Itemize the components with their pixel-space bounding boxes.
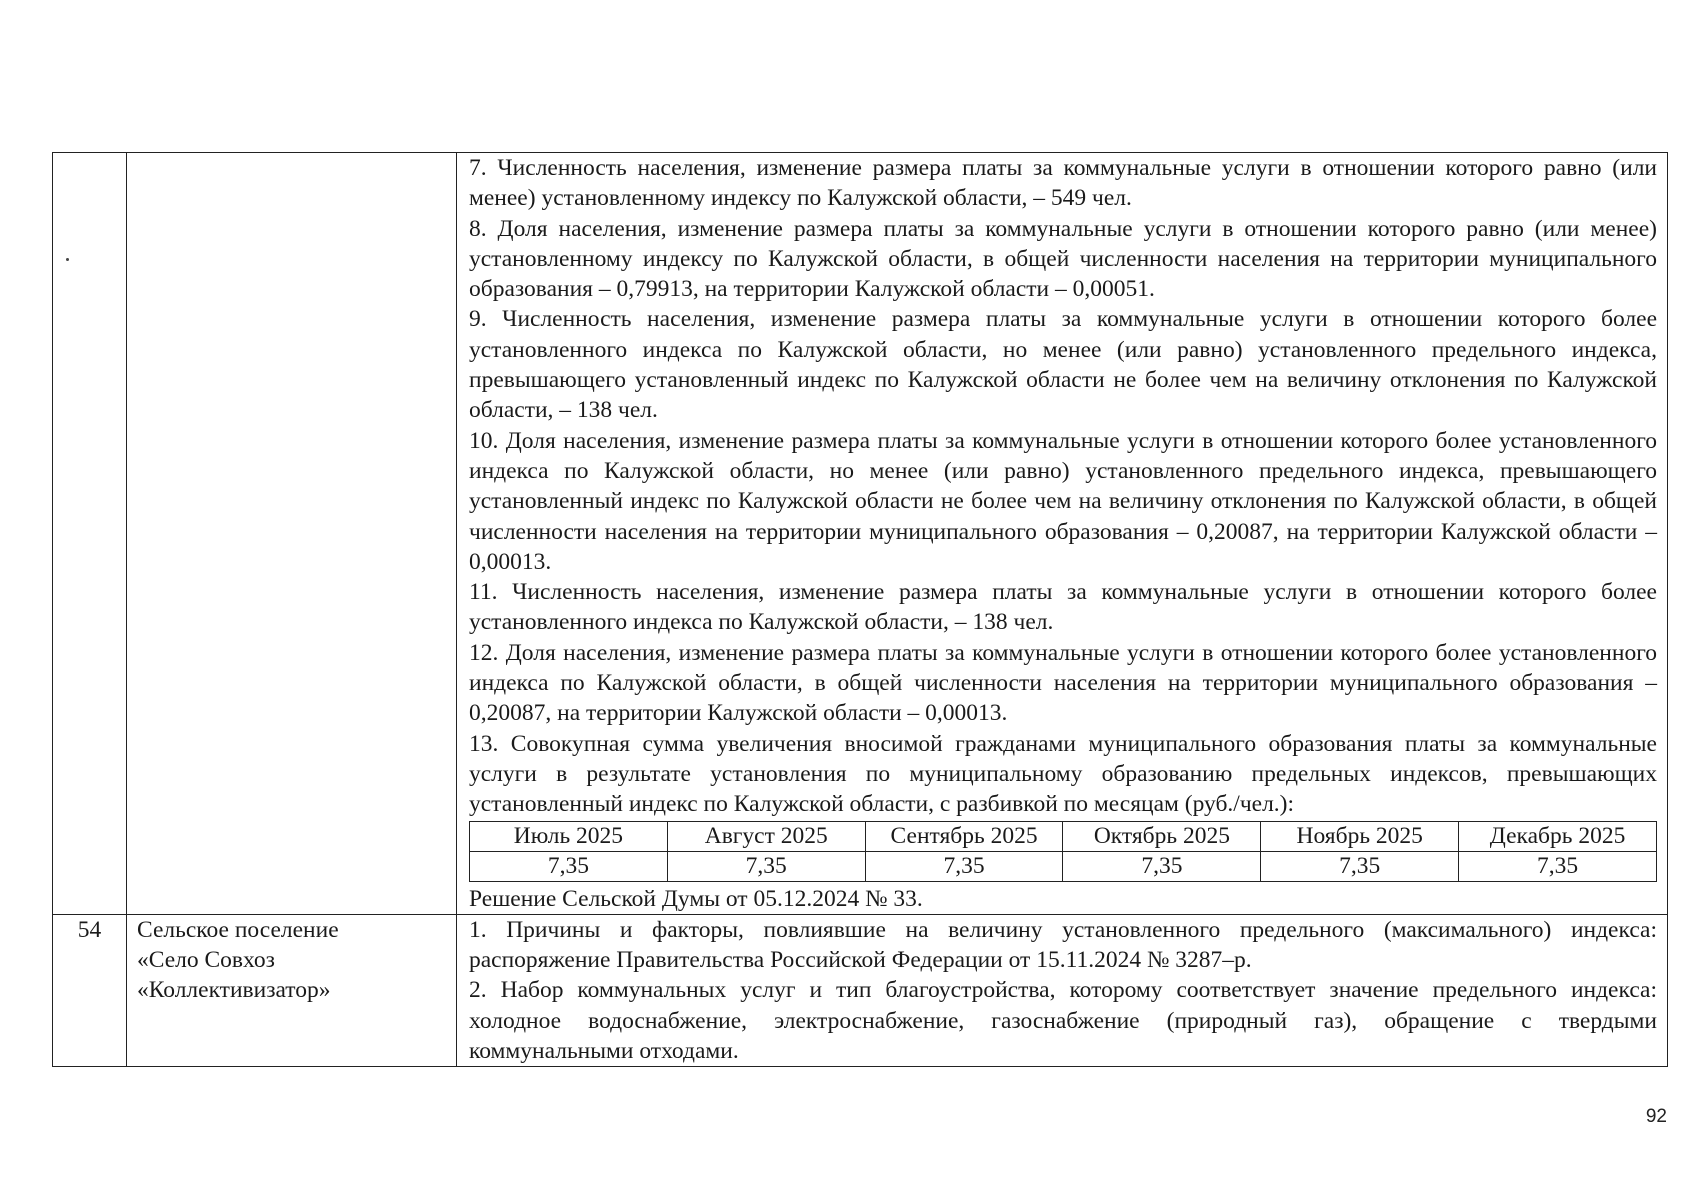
municipality-name-line: Сельское поселение	[137, 916, 339, 943]
indicators-cell	[457, 153, 1668, 915]
monthly-value-row	[470, 851, 1657, 881]
indicator-paragraph: 8. Доля населения, изменение размера платы за коммунальные услуги в отношении которого равно (или менее) установленному индексу по Калужской области, в общей численности населения на территории муниципального образования – 0,79913, на территории Калужской области – 0,00051.	[469, 215, 1657, 303]
municipality-name-line: «Коллективизатор»	[137, 977, 331, 1004]
indicator-paragraph: 2. Набор коммунальных услуг и тип благоустройства, которому соответствует значение предельного индекса: холодное водоснабжение, электроснабжение, газоснабжение (природный газ), обращение с твердыми коммунальными отходами.	[469, 977, 1657, 1065]
month-header: Июль 2025	[470, 821, 668, 851]
monthly-increase-table	[469, 821, 1657, 882]
month-value: 7,35	[667, 851, 865, 881]
month-header: Ноябрь 2025	[1261, 821, 1459, 851]
decision-reference: Решение Сельской Думы от 05.12.2024 № 33.	[469, 885, 923, 912]
page-number: 92	[1645, 1106, 1667, 1127]
indicators-cell	[457, 914, 1668, 1066]
indicator-paragraph: 13. Совокупная сумма увеличения вносимой гражданами муниципального образования платы за коммунальные услуги в результате установления по муниципальному образованию предельных индексов, превышающих установленный индекс по Калужской области, с разбивкой по месяцам (руб./чел.):	[469, 730, 1657, 818]
municipality-name-line: «Село Совхоз	[137, 947, 275, 974]
month-value: 7,35	[1459, 851, 1657, 881]
month-value: 7,35	[1261, 851, 1459, 881]
municipality-name-cell	[127, 914, 457, 1066]
indices-table	[52, 152, 1668, 1067]
month-header: Август 2025	[667, 821, 865, 851]
monthly-header-row	[470, 821, 1657, 851]
table-row	[53, 153, 1668, 915]
table-row	[53, 914, 1668, 1066]
month-value: 7,35	[470, 851, 668, 881]
month-header: Сентябрь 2025	[865, 821, 1063, 851]
indicator-paragraph: 1. Причины и факторы, повлиявшие на величину установленного предельного (максимального) индекса: распоряжение Правительства Российской Федерации от 15.11.2024 № 3287–р.	[469, 916, 1657, 974]
indicator-paragraph: 7. Численность населения, изменение размера платы за коммунальные услуги в отношении которого равно (или менее) установленному индексу по Калужской области, – 549 чел.	[469, 155, 1657, 212]
indicator-paragraph: 11. Численность населения, изменение размера платы за коммунальные услуги в отношении которого более установленного индекса по Калужской области, – 138 чел.	[469, 579, 1657, 636]
indicator-paragraph: 10. Доля населения, изменение размера платы за коммунальные услуги в отношении которого более установленного индекса по Калужской области, но менее (или равно) установленного предельного индекса, превышающего установленный индекс по Калужской области не более чем на величину отклонения по Калужской области, в общей численности населения на территории муниципального образования – 0,20087, на территории Калужской области – 0,00013.	[469, 427, 1657, 575]
row-number-cell	[53, 153, 127, 915]
indicator-paragraph: 9. Численность населения, изменение размера платы за коммунальные услуги в отношении которого более установленного индекса по Калужской области, но менее (или равно) установленного предельного индекса, превышающего установленный индекс по Калужской области не более чем на величину отклонения по Калужской области, – 138 чел.	[469, 306, 1657, 424]
month-header: Декабрь 2025	[1459, 821, 1657, 851]
month-header: Октябрь 2025	[1063, 821, 1261, 851]
municipality-name-cell	[127, 153, 457, 915]
row-number-cell: 54	[53, 914, 127, 1066]
month-value: 7,35	[865, 851, 1063, 881]
indicator-paragraph: 12. Доля населения, изменение размера платы за коммунальные услуги в отношении которого более установленного индекса по Калужской области, в общей численности населения на территории муниципального образования – 0,20087, на территории Калужской области – 0,00013.	[469, 639, 1657, 727]
month-value: 7,35	[1063, 851, 1261, 881]
